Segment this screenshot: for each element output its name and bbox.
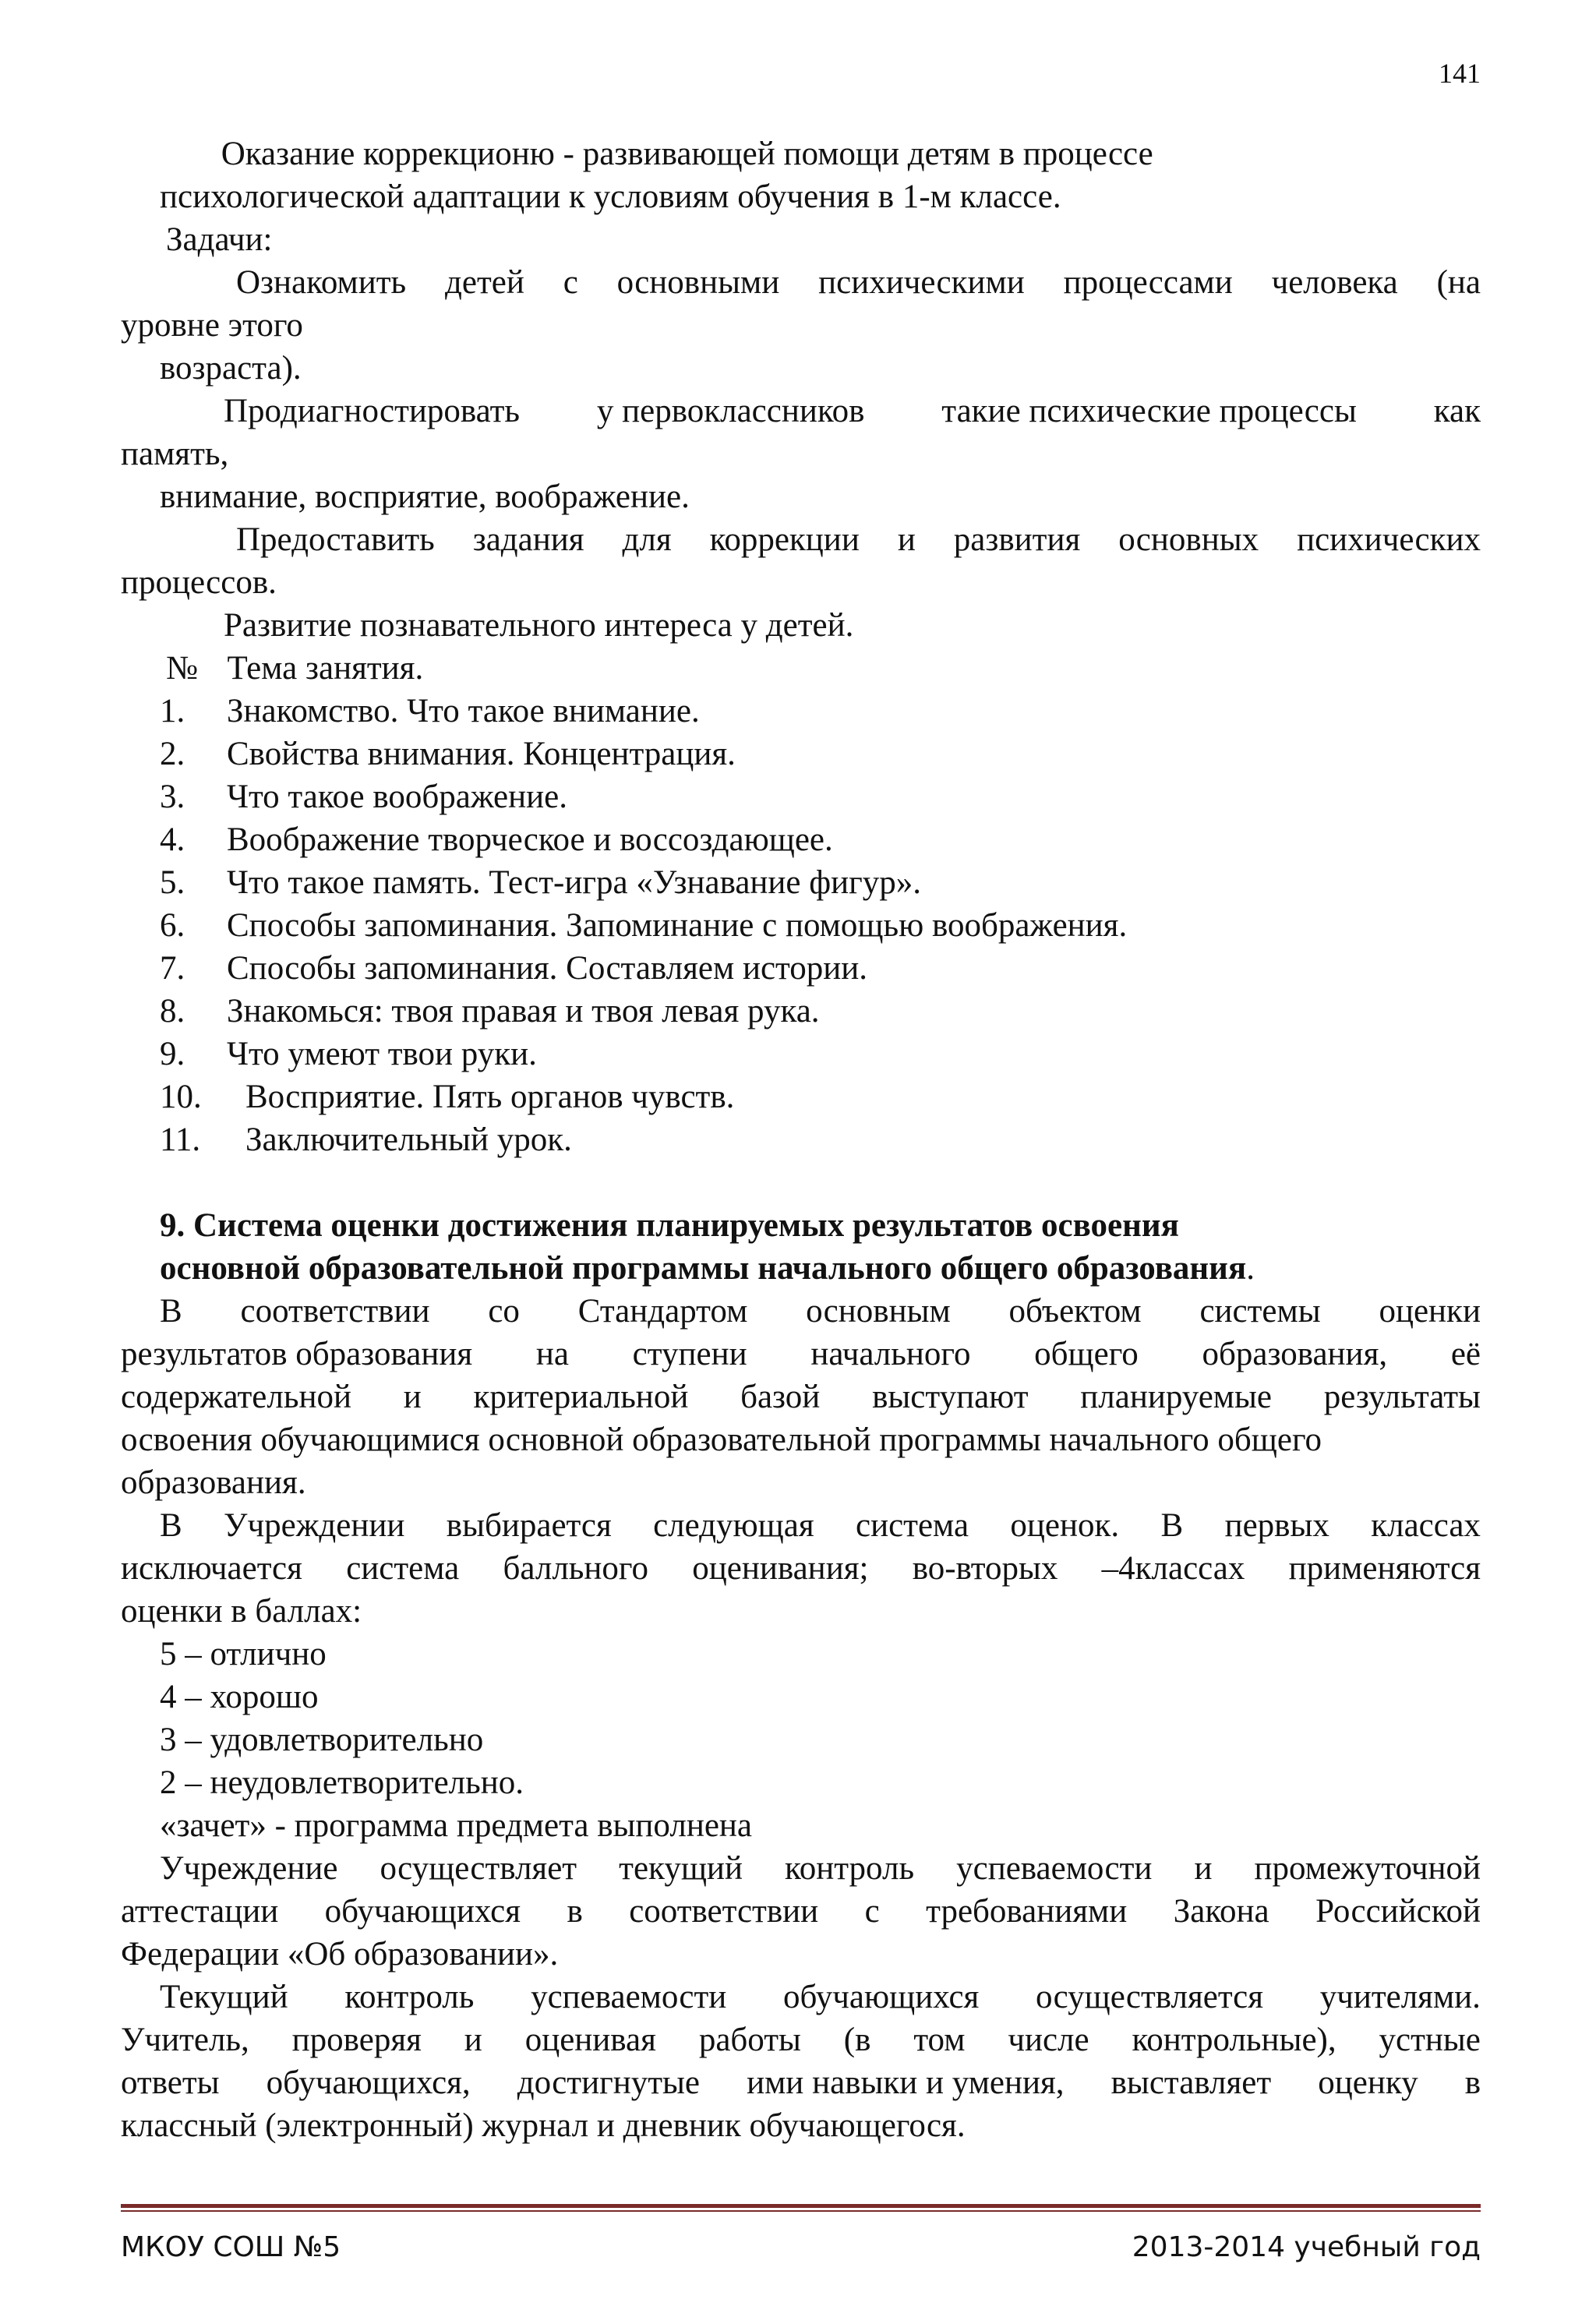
goal-text-continued: психологической адаптации к условиям обучения в 1-м классе.: [160, 178, 1061, 215]
task-line: Ознакомить: [236, 264, 407, 301]
list-item: 10. Восприятие. Пять органов чувств.: [160, 1079, 735, 1115]
page-number: 141: [1439, 58, 1481, 89]
goal-text: Оказание коррекционю - развивающей помощи детям в процессе: [221, 136, 1153, 172]
list-item: 8. Знакомься: твоя правая и твоя левая рука.: [160, 993, 820, 1030]
paragraph-line: Учреждение осуществляет текущий контроль успеваемости и промежуточной: [160, 1850, 1481, 1887]
paragraph-line: Федерации «Об образовании».: [121, 1936, 559, 1973]
task-text-continued: память,: [121, 436, 229, 472]
task-line: Продиагностировать: [224, 393, 521, 429]
paragraph-line: Учитель, проверяя и оценивая работы (в том числе контрольные), устные: [121, 2022, 1481, 2058]
footer-divider: [121, 2204, 1481, 2212]
paragraph-line: классный (электронный) журнал и дневник обучающегося.: [121, 2107, 966, 2144]
task-item: Ознакомить детей с основными психическими процессами человека (на: [121, 261, 1481, 304]
topics-header: [121, 647, 1481, 690]
list-item: 7. Способы запоминания. Составляем истории.: [160, 950, 868, 987]
task-text-continued: уровне этого: [121, 307, 303, 344]
task-text-continued: процессов.: [121, 564, 277, 601]
list-item: 11. Заключительный урок.: [160, 1121, 572, 1158]
paragraph-line: освоения обучающимися основной образовательной программы начального общего: [121, 1422, 1322, 1458]
paragraph-line: оценки в баллах:: [121, 1593, 362, 1630]
paragraph-line: ответы обучающихся, достигнутые ими навыки и умения, выставляет оценку в: [121, 2064, 1481, 2101]
paragraph-line: аттестации обучающихся в соответствии с требованиями Закона Российской: [121, 1893, 1481, 1930]
topics-header-label: Тема занятия.: [227, 650, 424, 687]
paragraph-line: результатов образования на ступени начального общего образования, её: [121, 1336, 1481, 1372]
section-heading-continued: основной образовательной программы начального общего образования.: [160, 1250, 1255, 1287]
goal-item: [121, 132, 1481, 175]
paragraph-line: В Учреждении выбирается следующая система оценок. В первых классах: [160, 1507, 1481, 1544]
list-item: 4. Воображение творческое и воссоздающее.: [160, 821, 833, 858]
list-item: 5. Что такое память. Тест-игра «Узнавание фигур».: [160, 864, 922, 901]
paragraph-line: Текущий контроль успеваемости обучающихся осуществляется учителями.: [160, 1979, 1481, 2015]
task-text: Развитие познавательного интереса у детей.: [224, 607, 854, 644]
number-sign: №: [166, 650, 199, 687]
document-body: [121, 132, 1481, 2147]
grade-item: 4 – хорошо: [160, 1679, 319, 1715]
list-item: 6. Способы запоминания. Запоминание с помощью воображения.: [160, 907, 1128, 944]
grade-item: 5 – отлично: [160, 1636, 327, 1672]
list-item: 1. Знакомство. Что такое внимание.: [160, 693, 700, 729]
paragraph-line: исключается система балльного оценивания; во-вторых –4классах применяются: [121, 1550, 1481, 1587]
paragraph-line: образования.: [121, 1464, 306, 1501]
page-footer: [121, 2230, 1481, 2265]
tasks-label: Задачи:: [166, 221, 273, 258]
footer-year: 2013-2014 учебный год: [1132, 2231, 1481, 2263]
list-item: 2. Свойства внимания. Концентрация.: [160, 736, 736, 772]
paragraph-line: В соответствии со Стандартом основным объектом системы оценки: [160, 1293, 1481, 1330]
footer-divider-thick: [121, 2204, 1481, 2208]
list-item: 3. Что такое воображение.: [160, 779, 567, 815]
section-heading: 9. Система оценки достижения планируемых результатов освоения: [160, 1207, 1179, 1244]
grade-item: 2 – неудовлетворительно.: [160, 1764, 524, 1801]
task-line: Предоставить: [236, 521, 435, 558]
task-item: Предоставить задания для коррекции и развития основных психических: [121, 518, 1481, 561]
task-item: Продиагностировать у первоклассников такие психические процессы как: [121, 390, 1481, 433]
list-item: 9. Что умеют твои руки.: [160, 1036, 537, 1072]
grade-item: 3 – удовлетворительно: [160, 1722, 484, 1758]
task-text-continued: возраста).: [160, 350, 302, 387]
paragraph-line: содержательной и критериальной базой выступают планируемые результаты: [121, 1379, 1481, 1415]
topics-list: [121, 690, 1481, 1161]
footer-school: МКОУ СОШ №5: [121, 2231, 341, 2263]
footer-divider-thin: [121, 2210, 1481, 2212]
task-text-continued: внимание, восприятие, воображение.: [160, 479, 690, 515]
task-item: [121, 604, 1481, 647]
grade-item: «зачет» - программа предмета выполнена: [160, 1807, 753, 1844]
